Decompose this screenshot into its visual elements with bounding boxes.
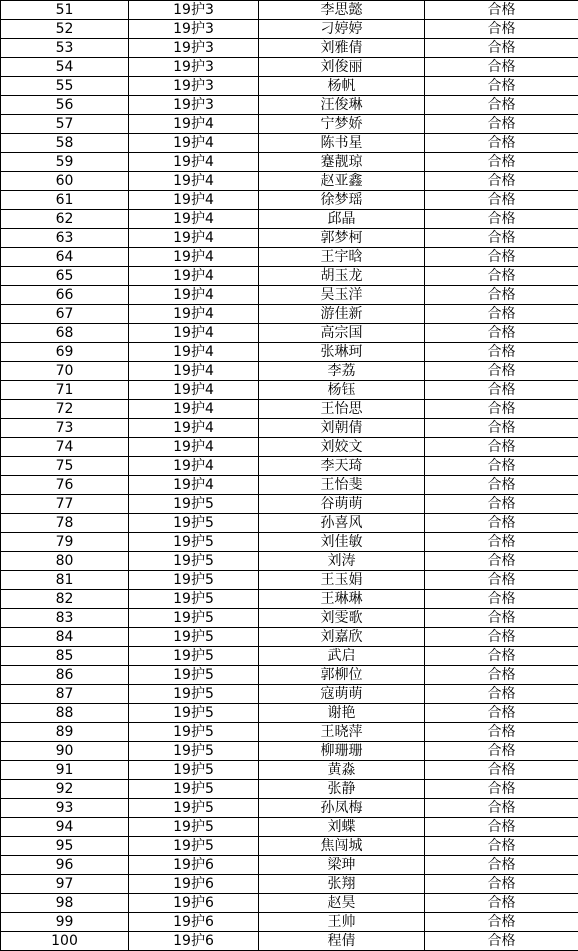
row-number-cell: 75: [1, 457, 129, 476]
table-row: [1, 229, 578, 248]
table-row: [1, 894, 578, 913]
table-row: [1, 438, 578, 457]
table-row: [1, 58, 578, 77]
table-row: [1, 799, 578, 818]
class-cell: 19护5: [129, 704, 259, 723]
result-cell: 合格: [425, 210, 578, 229]
row-number-cell: 58: [1, 134, 129, 153]
student-name-cell: 邱晶: [259, 210, 425, 229]
student-name-cell: 高宗国: [259, 324, 425, 343]
result-cell: 合格: [425, 704, 578, 723]
result-cell: 合格: [425, 495, 578, 514]
student-name-cell: 张琳珂: [259, 343, 425, 362]
table-row: [1, 172, 578, 191]
table-row: [1, 856, 578, 875]
row-number-cell: 57: [1, 115, 129, 134]
class-cell: 19护4: [129, 248, 259, 267]
student-name-cell: 李荔: [259, 362, 425, 381]
student-name-cell: 赵亚鑫: [259, 172, 425, 191]
result-cell: 合格: [425, 761, 578, 780]
row-number-cell: 53: [1, 39, 129, 58]
student-name-cell: 李天琦: [259, 457, 425, 476]
student-name-cell: 刘蝶: [259, 818, 425, 837]
result-cell: 合格: [425, 115, 578, 134]
table-row: [1, 457, 578, 476]
student-name-cell: 张翔: [259, 875, 425, 894]
result-cell: 合格: [425, 96, 578, 115]
table-row: [1, 400, 578, 419]
result-cell: 合格: [425, 400, 578, 419]
student-name-cell: 刘雅倩: [259, 39, 425, 58]
class-cell: 19护5: [129, 742, 259, 761]
table-row: [1, 39, 578, 58]
row-number-cell: 56: [1, 96, 129, 115]
table-row: [1, 552, 578, 571]
student-name-cell: 徐梦瑶: [259, 191, 425, 210]
class-cell: 19护3: [129, 1, 259, 20]
class-cell: 19护5: [129, 685, 259, 704]
row-number-cell: 88: [1, 704, 129, 723]
result-cell: 合格: [425, 647, 578, 666]
row-number-cell: 93: [1, 799, 129, 818]
table-row: [1, 742, 578, 761]
table-row: [1, 571, 578, 590]
class-cell: 19护4: [129, 191, 259, 210]
class-cell: 19护4: [129, 305, 259, 324]
table-row: [1, 875, 578, 894]
row-number-cell: 62: [1, 210, 129, 229]
class-cell: 19护5: [129, 723, 259, 742]
class-cell: 19护5: [129, 590, 259, 609]
result-cell: 合格: [425, 875, 578, 894]
student-name-cell: 黄淼: [259, 761, 425, 780]
student-name-cell: 王琳琳: [259, 590, 425, 609]
result-cell: 合格: [425, 856, 578, 875]
class-cell: 19护4: [129, 476, 259, 495]
student-name-cell: 刘雯歌: [259, 609, 425, 628]
result-cell: 合格: [425, 742, 578, 761]
student-name-cell: 梁珅: [259, 856, 425, 875]
student-name-cell: 王帅: [259, 913, 425, 932]
row-number-cell: 71: [1, 381, 129, 400]
student-name-cell: 胡玉龙: [259, 267, 425, 286]
result-cell: 合格: [425, 229, 578, 248]
class-cell: 19护6: [129, 932, 259, 951]
row-number-cell: 98: [1, 894, 129, 913]
student-name-cell: 杨帆: [259, 77, 425, 96]
class-cell: 19护3: [129, 39, 259, 58]
row-number-cell: 76: [1, 476, 129, 495]
class-cell: 19护4: [129, 343, 259, 362]
class-cell: 19护4: [129, 134, 259, 153]
result-cell: 合格: [425, 932, 578, 951]
class-cell: 19护4: [129, 457, 259, 476]
student-name-cell: 游佳新: [259, 305, 425, 324]
class-cell: 19护4: [129, 400, 259, 419]
table-row: [1, 343, 578, 362]
table-row: [1, 476, 578, 495]
table-row: [1, 191, 578, 210]
result-cell: 合格: [425, 723, 578, 742]
row-number-cell: 60: [1, 172, 129, 191]
result-cell: 合格: [425, 1, 578, 20]
student-name-cell: 谢艳: [259, 704, 425, 723]
row-number-cell: 79: [1, 533, 129, 552]
table-row: [1, 96, 578, 115]
result-cell: 合格: [425, 685, 578, 704]
student-name-cell: 王怡斐: [259, 476, 425, 495]
class-cell: 19护5: [129, 628, 259, 647]
student-name-cell: 蹇靓琼: [259, 153, 425, 172]
row-number-cell: 94: [1, 818, 129, 837]
student-name-cell: 武启: [259, 647, 425, 666]
student-name-cell: 孙凤梅: [259, 799, 425, 818]
result-cell: 合格: [425, 571, 578, 590]
row-number-cell: 67: [1, 305, 129, 324]
class-cell: 19护4: [129, 267, 259, 286]
row-number-cell: 96: [1, 856, 129, 875]
student-name-cell: 汪俊琳: [259, 96, 425, 115]
class-cell: 19护4: [129, 324, 259, 343]
row-number-cell: 82: [1, 590, 129, 609]
row-number-cell: 68: [1, 324, 129, 343]
result-cell: 合格: [425, 666, 578, 685]
row-number-cell: 74: [1, 438, 129, 457]
student-name-cell: 孙喜风: [259, 514, 425, 533]
student-name-cell: 杨钰: [259, 381, 425, 400]
class-cell: 19护6: [129, 913, 259, 932]
student-name-cell: 刘俊丽: [259, 58, 425, 77]
class-cell: 19护4: [129, 438, 259, 457]
table-row: [1, 77, 578, 96]
row-number-cell: 61: [1, 191, 129, 210]
student-name-cell: 王玉娟: [259, 571, 425, 590]
student-name-cell: 谷萌萌: [259, 495, 425, 514]
table-row: [1, 267, 578, 286]
result-cell: 合格: [425, 134, 578, 153]
result-cell: 合格: [425, 818, 578, 837]
row-number-cell: 69: [1, 343, 129, 362]
result-cell: 合格: [425, 343, 578, 362]
student-name-cell: 刘嘉欣: [259, 628, 425, 647]
student-name-cell: 刘佳敏: [259, 533, 425, 552]
table-row: [1, 20, 578, 39]
result-cell: 合格: [425, 58, 578, 77]
row-number-cell: 87: [1, 685, 129, 704]
table-row: [1, 381, 578, 400]
result-cell: 合格: [425, 286, 578, 305]
result-cell: 合格: [425, 20, 578, 39]
row-number-cell: 97: [1, 875, 129, 894]
table-row: [1, 704, 578, 723]
student-name-cell: 王晓萍: [259, 723, 425, 742]
row-number-cell: 85: [1, 647, 129, 666]
student-name-cell: 赵昊: [259, 894, 425, 913]
class-cell: 19护5: [129, 552, 259, 571]
result-cell: 合格: [425, 837, 578, 856]
student-name-cell: 焦闯城: [259, 837, 425, 856]
table-row: [1, 818, 578, 837]
row-number-cell: 66: [1, 286, 129, 305]
class-cell: 19护4: [129, 229, 259, 248]
table-row: [1, 533, 578, 552]
result-cell: 合格: [425, 780, 578, 799]
student-name-cell: 王宇晗: [259, 248, 425, 267]
class-cell: 19护6: [129, 894, 259, 913]
class-cell: 19护5: [129, 666, 259, 685]
row-number-cell: 65: [1, 267, 129, 286]
row-number-cell: 59: [1, 153, 129, 172]
class-cell: 19护5: [129, 571, 259, 590]
class-cell: 19护5: [129, 533, 259, 552]
student-name-cell: 程倩: [259, 932, 425, 951]
row-number-cell: 54: [1, 58, 129, 77]
student-name-cell: 刁婷婷: [259, 20, 425, 39]
row-number-cell: 80: [1, 552, 129, 571]
row-number-cell: 77: [1, 495, 129, 514]
row-number-cell: 92: [1, 780, 129, 799]
result-cell: 合格: [425, 248, 578, 267]
class-cell: 19护4: [129, 362, 259, 381]
class-cell: 19护6: [129, 875, 259, 894]
result-cell: 合格: [425, 533, 578, 552]
table-row: [1, 419, 578, 438]
result-cell: 合格: [425, 39, 578, 58]
result-cell: 合格: [425, 913, 578, 932]
class-cell: 19护3: [129, 77, 259, 96]
row-number-cell: 99: [1, 913, 129, 932]
student-name-cell: 柳珊珊: [259, 742, 425, 761]
row-number-cell: 83: [1, 609, 129, 628]
table-row: [1, 115, 578, 134]
row-number-cell: 84: [1, 628, 129, 647]
table-row: [1, 210, 578, 229]
row-number-cell: 72: [1, 400, 129, 419]
table-row: [1, 134, 578, 153]
student-name-cell: 寇萌萌: [259, 685, 425, 704]
row-number-cell: 52: [1, 20, 129, 39]
result-cell: 合格: [425, 590, 578, 609]
table-row: [1, 647, 578, 666]
student-name-cell: 刘涛: [259, 552, 425, 571]
table-row: [1, 932, 578, 951]
result-cell: 合格: [425, 362, 578, 381]
result-cell: 合格: [425, 476, 578, 495]
student-name-cell: 郭柳位: [259, 666, 425, 685]
table-row: [1, 248, 578, 267]
result-cell: 合格: [425, 552, 578, 571]
row-number-cell: 73: [1, 419, 129, 438]
class-cell: 19护3: [129, 96, 259, 115]
student-name-cell: 王怡思: [259, 400, 425, 419]
table-row: [1, 324, 578, 343]
class-cell: 19护5: [129, 780, 259, 799]
result-cell: 合格: [425, 419, 578, 438]
result-cell: 合格: [425, 628, 578, 647]
student-name-cell: 郭梦柯: [259, 229, 425, 248]
table-row: [1, 286, 578, 305]
class-cell: 19护5: [129, 799, 259, 818]
row-number-cell: 90: [1, 742, 129, 761]
result-cell: 合格: [425, 381, 578, 400]
class-cell: 19护5: [129, 818, 259, 837]
table-row: [1, 913, 578, 932]
result-cell: 合格: [425, 153, 578, 172]
class-cell: 19护4: [129, 210, 259, 229]
class-cell: 19护5: [129, 761, 259, 780]
class-cell: 19护5: [129, 514, 259, 533]
class-cell: 19护4: [129, 172, 259, 191]
table-row: [1, 666, 578, 685]
row-number-cell: 51: [1, 1, 129, 20]
result-cell: 合格: [425, 172, 578, 191]
table-row: [1, 628, 578, 647]
row-number-cell: 55: [1, 77, 129, 96]
row-number-cell: 70: [1, 362, 129, 381]
result-cell: 合格: [425, 191, 578, 210]
result-cell: 合格: [425, 324, 578, 343]
table-row: [1, 761, 578, 780]
table-row: [1, 1, 578, 20]
result-cell: 合格: [425, 799, 578, 818]
row-number-cell: 91: [1, 761, 129, 780]
table-row: [1, 153, 578, 172]
result-cell: 合格: [425, 438, 578, 457]
student-name-cell: 吴玉洋: [259, 286, 425, 305]
class-cell: 19护4: [129, 286, 259, 305]
table-row: [1, 362, 578, 381]
class-cell: 19护5: [129, 837, 259, 856]
row-number-cell: 78: [1, 514, 129, 533]
result-cell: 合格: [425, 77, 578, 96]
table-row: [1, 685, 578, 704]
class-cell: 19护4: [129, 115, 259, 134]
class-cell: 19护4: [129, 419, 259, 438]
table-row: [1, 495, 578, 514]
table-row: [1, 723, 578, 742]
class-cell: 19护4: [129, 381, 259, 400]
class-cell: 19护5: [129, 609, 259, 628]
table-row: [1, 837, 578, 856]
results-table-body: [1, 1, 578, 951]
student-name-cell: 刘姣文: [259, 438, 425, 457]
table-row: [1, 590, 578, 609]
class-cell: 19护5: [129, 495, 259, 514]
student-name-cell: 张静: [259, 780, 425, 799]
table-row: [1, 514, 578, 533]
table-row: [1, 305, 578, 324]
class-cell: 19护3: [129, 58, 259, 77]
row-number-cell: 89: [1, 723, 129, 742]
row-number-cell: 95: [1, 837, 129, 856]
result-cell: 合格: [425, 894, 578, 913]
class-cell: 19护5: [129, 647, 259, 666]
student-name-cell: 宁梦娇: [259, 115, 425, 134]
row-number-cell: 64: [1, 248, 129, 267]
result-cell: 合格: [425, 305, 578, 324]
class-cell: 19护4: [129, 153, 259, 172]
class-cell: 19护6: [129, 856, 259, 875]
class-cell: 19护3: [129, 20, 259, 39]
row-number-cell: 81: [1, 571, 129, 590]
result-cell: 合格: [425, 609, 578, 628]
row-number-cell: 86: [1, 666, 129, 685]
table-row: [1, 780, 578, 799]
table-row: [1, 609, 578, 628]
student-name-cell: 李思懿: [259, 1, 425, 20]
row-number-cell: 63: [1, 229, 129, 248]
student-name-cell: 陈书星: [259, 134, 425, 153]
result-cell: 合格: [425, 267, 578, 286]
result-cell: 合格: [425, 514, 578, 533]
row-number-cell: 100: [1, 932, 129, 951]
student-name-cell: 刘朝倩: [259, 419, 425, 438]
result-cell: 合格: [425, 457, 578, 476]
